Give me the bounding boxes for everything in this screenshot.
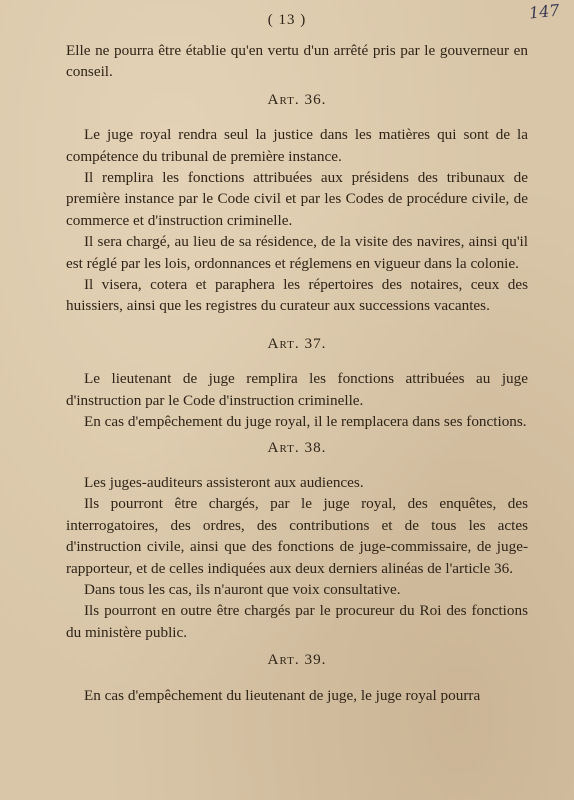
paragraph: Le lieutenant de juge remplira les fonctions attribuées au juge d'instruction par le Code d'instruction criminelle. bbox=[66, 370, 528, 409]
article-heading: Art. 37. bbox=[267, 334, 327, 352]
document-body bbox=[66, 40, 528, 706]
article-heading: Art. 39. bbox=[267, 651, 327, 669]
paragraph: Il visera, cotera et paraphera les répertoires des notaires, ceux des huissiers, ainsi que les registres du curateur aux successions vacantes. bbox=[66, 276, 528, 315]
article-heading: Art. 36. bbox=[267, 90, 327, 108]
paragraph: Ils pourront être chargés, par le juge royal, des enquêtes, des interrogatoires, des ordres, des contributions et de tous les actes d'instruction civile, ainsi que des fonctions de juge-commissaire, de juge-rapporteur, et de celles indiquées aux deux derniers alinéas de l'article 36. bbox=[66, 495, 528, 577]
paragraph: Les juges-auditeurs assisteront aux audiences. bbox=[84, 473, 364, 491]
paragraph: Ils pourront en outre être chargés par le procureur du Roi des fonctions du ministère public. bbox=[66, 602, 528, 641]
article-heading: Art. 38. bbox=[267, 438, 327, 456]
paragraph: En cas d'empêchement du juge royal, il le remplacera dans ses fonctions. bbox=[84, 413, 527, 431]
handwritten-folio-number: 147 bbox=[528, 0, 561, 23]
paragraph: En cas d'empêchement du lieutenant de juge, le juge royal pourra bbox=[84, 686, 481, 704]
paragraph: Dans tous les cas, ils n'auront que voix consultative. bbox=[84, 580, 401, 598]
paragraph: Elle ne pourra être établie qu'en vertu d'un arrêté pris par le gouverneur en conseil. bbox=[66, 42, 528, 81]
page-number: ( 13 ) bbox=[267, 12, 307, 28]
paragraph: Il sera chargé, au lieu de sa résidence, de la visite des navires, ainsi qu'il est réglé par les lois, ordonnances et réglemens en vigueur dans la colonie. bbox=[66, 233, 528, 272]
paragraph: Il remplira les fonctions attribuées aux présidens des tribunaux de première instance par le Code civil et par les Codes de procédure civile, de commerce et d'instruction criminelle. bbox=[66, 169, 528, 229]
paragraph: Le juge royal rendra seul la justice dans les matières qui sont de la compétence du tribunal de première instance. bbox=[66, 126, 528, 165]
